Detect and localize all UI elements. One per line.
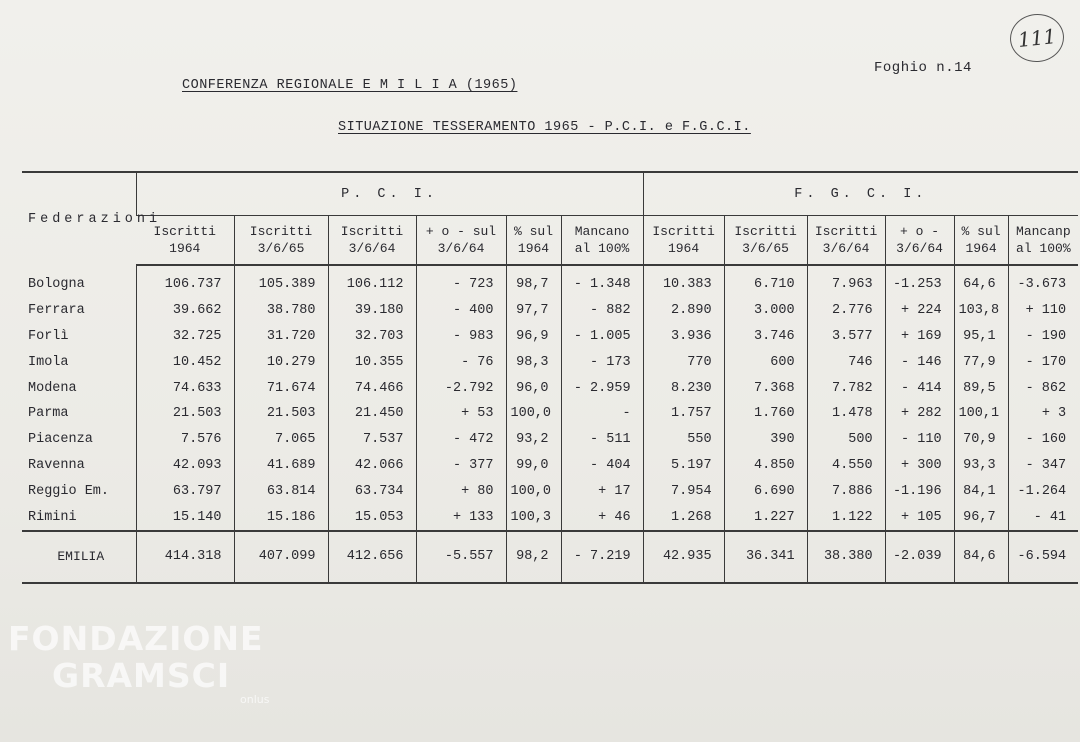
federation-name: Ferrara bbox=[28, 303, 85, 319]
column-header-line-2: al 100% bbox=[1016, 241, 1071, 256]
table-cell: - 1.005 bbox=[561, 324, 643, 350]
fgci-group-header: F. G. C. I. bbox=[643, 172, 1078, 216]
table-cell: 4.550 bbox=[807, 453, 885, 479]
column-header-line-1: + o - sul bbox=[425, 224, 497, 239]
total-label: EMILIA bbox=[22, 531, 136, 583]
column-header-line-2: 3/6/64 bbox=[822, 241, 870, 256]
column-header-line-2: 3/6/65 bbox=[257, 241, 305, 256]
table-cell: 106.112 bbox=[328, 265, 416, 298]
fgci-column-header bbox=[954, 216, 1008, 266]
table-cell: 21.503 bbox=[136, 401, 234, 427]
table-cell: -1.253 bbox=[885, 265, 954, 298]
table-cell: + 282 bbox=[885, 401, 954, 427]
table-cell: 550 bbox=[643, 427, 724, 453]
table-cell: - 2.959 bbox=[561, 375, 643, 401]
table-cell: 4.850 bbox=[724, 453, 807, 479]
table-cell: -3.673 bbox=[1008, 265, 1078, 298]
total-cell: - 7.219 bbox=[561, 531, 643, 583]
table-cell: 103,8 bbox=[954, 298, 1008, 324]
table-cell: 1.757 bbox=[643, 401, 724, 427]
table-cell: 93,2 bbox=[506, 427, 561, 453]
total-cell: -6.594 bbox=[1008, 531, 1078, 583]
table-cell: 63.797 bbox=[136, 478, 234, 504]
conference-title: CONFERENZA REGIONALE E M I L I A (1965) bbox=[182, 78, 518, 93]
column-header-line-2: 1964 bbox=[169, 241, 201, 256]
table-cell: 6.710 bbox=[724, 265, 807, 298]
table-cell: 600 bbox=[724, 349, 807, 375]
table-cell: 95,1 bbox=[954, 324, 1008, 350]
table-cell: 21.503 bbox=[234, 401, 328, 427]
table-cell: - 190 bbox=[1008, 324, 1078, 350]
table-cell: 77,9 bbox=[954, 349, 1008, 375]
table-row bbox=[22, 478, 1078, 504]
membership-table bbox=[22, 171, 1078, 584]
table-cell: + 224 bbox=[885, 298, 954, 324]
table-cell: 15.186 bbox=[234, 504, 328, 531]
column-header-row bbox=[22, 216, 1078, 266]
table-cell: 6.690 bbox=[724, 478, 807, 504]
page-number: 111 bbox=[1016, 24, 1058, 52]
column-header-line-2: 3/6/64 bbox=[348, 241, 396, 256]
table-cell: 63.734 bbox=[328, 478, 416, 504]
table-cell: 3.746 bbox=[724, 324, 807, 350]
table-cell: 32.725 bbox=[136, 324, 234, 350]
total-cell: 414.318 bbox=[136, 531, 234, 583]
table-cell: 746 bbox=[807, 349, 885, 375]
table-cell: - 110 bbox=[885, 427, 954, 453]
federation-header: Federazioni bbox=[22, 172, 136, 265]
pci-column-header bbox=[506, 216, 561, 266]
table-cell: 74.466 bbox=[328, 375, 416, 401]
table-cell: 32.703 bbox=[328, 324, 416, 350]
table-cell: 10.279 bbox=[234, 349, 328, 375]
table-body bbox=[22, 265, 1078, 531]
table-cell: 1.227 bbox=[724, 504, 807, 531]
table-cell: 89,5 bbox=[954, 375, 1008, 401]
sheet-number: Foghio n.14 bbox=[874, 60, 972, 76]
column-header-line-1: Mancano bbox=[574, 224, 630, 239]
table-row bbox=[22, 504, 1078, 531]
column-header-line-2: 1964 bbox=[517, 241, 550, 256]
total-row bbox=[22, 531, 1078, 583]
table-cell: - 723 bbox=[416, 265, 506, 298]
table-cell: - 41 bbox=[1008, 504, 1078, 531]
table-cell: 41.689 bbox=[234, 453, 328, 479]
pci-column-header bbox=[328, 216, 416, 266]
table-cell: + 169 bbox=[885, 324, 954, 350]
table-cell: - 983 bbox=[416, 324, 506, 350]
table-cell: 42.066 bbox=[328, 453, 416, 479]
table-cell: - 862 bbox=[1008, 375, 1078, 401]
column-header-line-2: al 100% bbox=[574, 241, 630, 256]
table-cell: 10.355 bbox=[328, 349, 416, 375]
table-row bbox=[22, 349, 1078, 375]
table-cell: 7.963 bbox=[807, 265, 885, 298]
total-cell: 407.099 bbox=[234, 531, 328, 583]
column-header-line-1: % sul bbox=[513, 224, 553, 239]
table-cell: 70,9 bbox=[954, 427, 1008, 453]
table-cell: 2.776 bbox=[807, 298, 885, 324]
pci-group-header: P. C. I. bbox=[136, 172, 643, 216]
column-header-line-1: Iscritti bbox=[153, 224, 216, 239]
table-cell: 7.782 bbox=[807, 375, 885, 401]
table-cell: + 110 bbox=[1008, 298, 1078, 324]
table-cell: 100,3 bbox=[506, 504, 561, 531]
total-cell: 42.935 bbox=[643, 531, 724, 583]
table-cell: 10.452 bbox=[136, 349, 234, 375]
federation-name: Rimini bbox=[28, 509, 77, 525]
table-cell: 106.737 bbox=[136, 265, 234, 298]
table-cell: 31.720 bbox=[234, 324, 328, 350]
table-cell: 7.537 bbox=[328, 427, 416, 453]
column-header-line-2: 3/6/64 bbox=[896, 241, 943, 256]
table-cell: -2.792 bbox=[416, 375, 506, 401]
column-header-line-2: 1964 bbox=[965, 241, 997, 256]
column-header-line-1: Iscritti bbox=[734, 224, 797, 239]
pci-column-header bbox=[234, 216, 328, 266]
table-cell: - 173 bbox=[561, 349, 643, 375]
table-cell: 8.230 bbox=[643, 375, 724, 401]
table-cell: + 133 bbox=[416, 504, 506, 531]
total-cell: 38.380 bbox=[807, 531, 885, 583]
table-cell: -1.196 bbox=[885, 478, 954, 504]
watermark-line-3: onlus bbox=[240, 693, 270, 706]
total-cell: 412.656 bbox=[328, 531, 416, 583]
table-row bbox=[22, 298, 1078, 324]
table-cell: 770 bbox=[643, 349, 724, 375]
federation-name: Bologna bbox=[28, 276, 85, 292]
table-cell: 74.633 bbox=[136, 375, 234, 401]
table-cell: - 400 bbox=[416, 298, 506, 324]
fgci-column-header bbox=[1008, 216, 1078, 266]
table-cell: 3.936 bbox=[643, 324, 724, 350]
page-number-stamp bbox=[1008, 11, 1067, 64]
table-cell: - bbox=[561, 401, 643, 427]
table-cell: 7.954 bbox=[643, 478, 724, 504]
table-cell: 1.268 bbox=[643, 504, 724, 531]
federation-name: Reggio Em. bbox=[28, 483, 110, 499]
table-cell: - 170 bbox=[1008, 349, 1078, 375]
table-cell: 21.450 bbox=[328, 401, 416, 427]
table-cell: 7.886 bbox=[807, 478, 885, 504]
table-cell: 10.383 bbox=[643, 265, 724, 298]
column-header-line-1: Iscritti bbox=[814, 224, 878, 239]
table-cell: 390 bbox=[724, 427, 807, 453]
total-cell: -2.039 bbox=[885, 531, 954, 583]
watermark-line-2: GRAMSCI bbox=[52, 656, 231, 695]
table-cell: + 46 bbox=[561, 504, 643, 531]
table-cell: 2.890 bbox=[643, 298, 724, 324]
column-header-line-2: 1964 bbox=[667, 241, 700, 256]
table-cell: 15.140 bbox=[136, 504, 234, 531]
table-cell: - 472 bbox=[416, 427, 506, 453]
table-cell: 7.368 bbox=[724, 375, 807, 401]
federation-name: Piacenza bbox=[28, 432, 93, 448]
total-cell: 98,2 bbox=[506, 531, 561, 583]
table-row bbox=[22, 427, 1078, 453]
table-cell: 3.000 bbox=[724, 298, 807, 324]
table-cell: 1.122 bbox=[807, 504, 885, 531]
table-cell: - 1.348 bbox=[561, 265, 643, 298]
table-cell: 100,1 bbox=[954, 401, 1008, 427]
federation-name: Imola bbox=[28, 354, 69, 370]
column-header-line-1: Iscritti bbox=[249, 224, 313, 239]
table-cell: - 404 bbox=[561, 453, 643, 479]
table-cell: 1.760 bbox=[724, 401, 807, 427]
federation-name: Parma bbox=[28, 406, 69, 422]
column-header-line-1: Iscritti bbox=[652, 224, 715, 239]
table-cell: - 882 bbox=[561, 298, 643, 324]
fgci-column-header bbox=[807, 216, 885, 266]
table-cell: 64,6 bbox=[954, 265, 1008, 298]
table-row bbox=[22, 265, 1078, 298]
table-cell: 84,1 bbox=[954, 478, 1008, 504]
table-cell: 98,3 bbox=[506, 349, 561, 375]
table-row bbox=[22, 375, 1078, 401]
total-cell: -5.557 bbox=[416, 531, 506, 583]
column-header-line-1: Iscritti bbox=[340, 224, 404, 239]
fgci-column-header bbox=[643, 216, 724, 266]
group-header-row bbox=[22, 172, 1078, 216]
watermark-logo bbox=[8, 619, 270, 706]
column-header-line-1: % sul bbox=[961, 224, 1001, 239]
pci-column-header bbox=[416, 216, 506, 266]
table-cell: 39.662 bbox=[136, 298, 234, 324]
table-cell: - 76 bbox=[416, 349, 506, 375]
table-cell: + 17 bbox=[561, 478, 643, 504]
table-cell: 93,3 bbox=[954, 453, 1008, 479]
table-cell: 7.576 bbox=[136, 427, 234, 453]
document-subtitle: SITUAZIONE TESSERAMENTO 1965 - P.C.I. e F.G.C.I. bbox=[338, 120, 751, 135]
table-cell: 71.674 bbox=[234, 375, 328, 401]
fgci-column-header bbox=[724, 216, 807, 266]
federation-name: Forlì bbox=[28, 328, 69, 344]
table-cell: - 347 bbox=[1008, 453, 1078, 479]
table-cell: + 300 bbox=[885, 453, 954, 479]
table-cell: + 53 bbox=[416, 401, 506, 427]
table-cell: 42.093 bbox=[136, 453, 234, 479]
table-cell: 97,7 bbox=[506, 298, 561, 324]
table-cell: 500 bbox=[807, 427, 885, 453]
column-header-line-2: 3/6/64 bbox=[437, 241, 485, 256]
table-cell: -1.264 bbox=[1008, 478, 1078, 504]
table-cell: 100,0 bbox=[506, 478, 561, 504]
column-header-line-1: Mancanp bbox=[1016, 224, 1071, 239]
column-header-line-1: + o - bbox=[900, 224, 940, 239]
table-cell: 1.478 bbox=[807, 401, 885, 427]
federation-name: Modena bbox=[28, 380, 77, 396]
table-row bbox=[22, 401, 1078, 427]
table-row bbox=[22, 453, 1078, 479]
table-cell: 100,0 bbox=[506, 401, 561, 427]
table-cell: 15.053 bbox=[328, 504, 416, 531]
federation-name: Ravenna bbox=[28, 457, 85, 473]
column-header-line-2: 3/6/65 bbox=[742, 241, 789, 256]
table-cell: + 3 bbox=[1008, 401, 1078, 427]
watermark-line-1: FONDAZIONE bbox=[8, 619, 264, 658]
table-cell: 96,0 bbox=[506, 375, 561, 401]
table-cell: 38.780 bbox=[234, 298, 328, 324]
table-cell: 105.389 bbox=[234, 265, 328, 298]
table-cell: 98,7 bbox=[506, 265, 561, 298]
table-cell: - 146 bbox=[885, 349, 954, 375]
total-cell: 36.341 bbox=[724, 531, 807, 583]
table-cell: + 80 bbox=[416, 478, 506, 504]
table-cell: + 105 bbox=[885, 504, 954, 531]
table-cell: - 414 bbox=[885, 375, 954, 401]
table-cell: 3.577 bbox=[807, 324, 885, 350]
table-cell: - 511 bbox=[561, 427, 643, 453]
table-cell: 5.197 bbox=[643, 453, 724, 479]
table-cell: - 377 bbox=[416, 453, 506, 479]
table-row bbox=[22, 324, 1078, 350]
fgci-column-header bbox=[885, 216, 954, 266]
table-cell: 96,7 bbox=[954, 504, 1008, 531]
table-cell: 96,9 bbox=[506, 324, 561, 350]
table-cell: 99,0 bbox=[506, 453, 561, 479]
table-cell: - 160 bbox=[1008, 427, 1078, 453]
total-cell: 84,6 bbox=[954, 531, 1008, 583]
table-cell: 63.814 bbox=[234, 478, 328, 504]
table-cell: 7.065 bbox=[234, 427, 328, 453]
pci-column-header bbox=[561, 216, 643, 266]
table-cell: 39.180 bbox=[328, 298, 416, 324]
